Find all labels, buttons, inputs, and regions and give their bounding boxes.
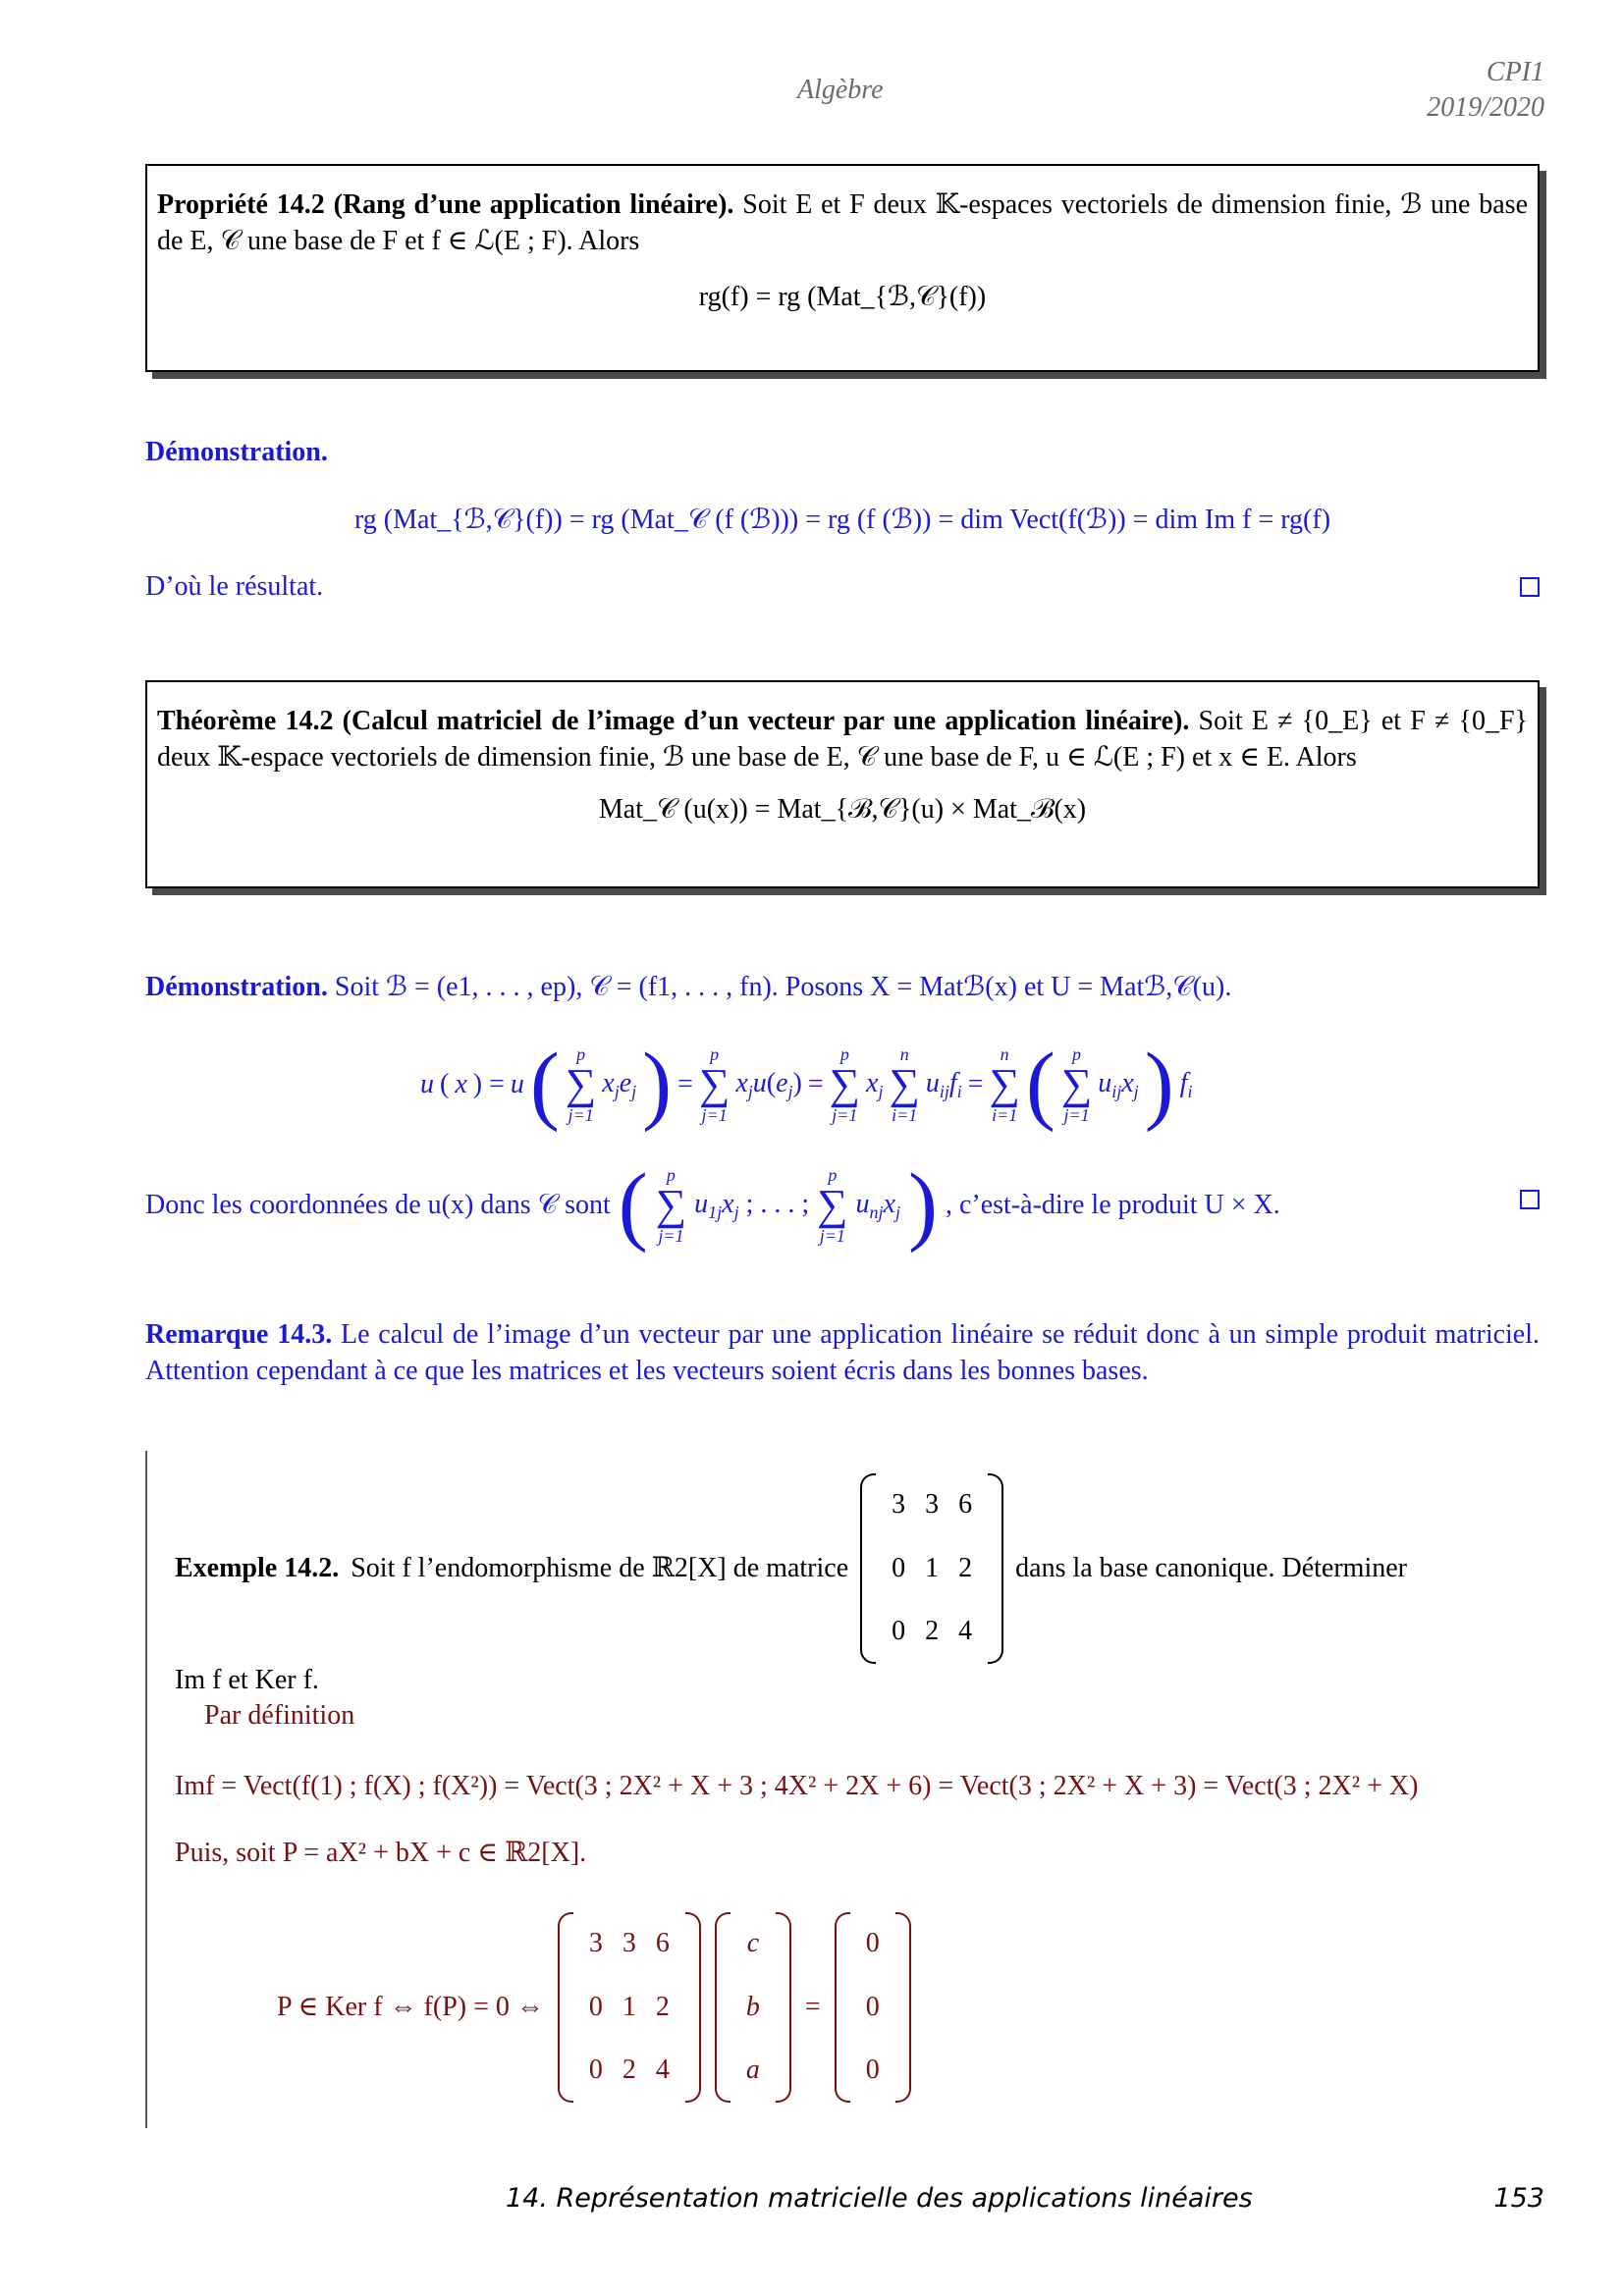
- property-title: Propriété 14.2 (Rang d’une application linéaire).: [157, 189, 734, 220]
- property-formula: rg(f) = rg (Mat_{ℬ,𝒞}(f)): [698, 281, 987, 312]
- example-text-after: dans la base canonique. Déterminer: [1015, 1552, 1407, 1583]
- example-ker-equation: P ∈ Ker f ⇔ f(P) = 0 ⇔ 3 3 6 0 1 2 0 2 4 c b a = 0 0 0: [277, 1899, 911, 2115]
- footer-page-number: 153: [1493, 2183, 1544, 2214]
- theorem-text: Soit E ≠ {0_E} et F ≠ {0_F} deux 𝕂-espace vectoriels de dimension finie, ℬ une base de E, 𝒞 une base de F, u ∈ ℒ(E ; F) et x ∈ E. Alors: [157, 706, 1528, 773]
- property-box: [145, 164, 1540, 372]
- example-statement: [175, 1461, 1407, 1677]
- qed-square: [1520, 577, 1540, 597]
- demo2-coords-suffix: , c’est-à-dire le produit U × X.: [945, 1189, 1280, 1220]
- theorem-formula: Mat_𝒞 (u(x)) = Mat_{ℬ,𝒞}(u) × Mat_ℬ(x): [598, 793, 1087, 825]
- example-zero-vector: 0 0 0: [835, 1912, 911, 2104]
- demo2-intro: Soit ℬ = (e1, . . . , ep), 𝒞 = (f1, . . . , fn). Posons X = Matℬ(x) et U = Matℬ,𝒞(u).: [334, 972, 1232, 1002]
- header-right: [1427, 55, 1544, 127]
- example-matrix: 3 3 6 0 1 2 0 2 4: [860, 1473, 1003, 1665]
- footer-chapter: 14. Représentation matricielle des applications linéaires: [506, 2183, 1253, 2214]
- remark-title: Remarque 14.3.: [145, 1319, 333, 1350]
- property-text: Soit E et F deux 𝕂-espaces vectoriels de dimension finie, ℬ une base de E, 𝒞 une base de F et f ∈ ℒ(E ; F). Alors: [157, 189, 1528, 256]
- demo1-title: Démonstration.: [145, 437, 328, 467]
- example-text-end: Im f et Ker f.: [175, 1665, 319, 1695]
- example-imf-line: Imf = Vect(f(1) ; f(X) ; f(X²)) = Vect(3 ; 2X² + X + 3 ; 4X² + 2X + 6) = Vect(3 ; 2X² + X + 3) = Vect(3 ; 2X² + X): [175, 1771, 1419, 1801]
- example-left-bar: [145, 1451, 147, 2128]
- remark-block: [145, 1317, 1540, 1390]
- theorem-title: Théorème 14.2 (Calcul matriciel de l’image d’un vecteur par une application linéaire).: [157, 706, 1190, 736]
- header-center: Algèbre: [797, 75, 884, 105]
- demo2-coords-prefix: Donc les coordonnées de u(x) dans 𝒞 sont: [145, 1189, 611, 1220]
- demo1-formula: rg (Mat_{ℬ,𝒞}(f)) = rg (Mat_𝒞 (f (ℬ))) = rg (f (ℬ)) = dim Vect(f(ℬ)) = dim Im f = rg(f): [353, 505, 1331, 535]
- demo2-coords-line: Donc les coordonnées de u(x) dans 𝒞 sont ( p ∑ j=1 $u_{1j}x_j$ ; . . . ; p ∑ j=1 $u_{nj}x_j$ ) , c’est-à-dire le produit U × X.: [145, 1156, 1280, 1254]
- example-vector: c b a: [715, 1912, 791, 2104]
- qed-square: [1520, 1190, 1540, 1209]
- header-course: CPI1: [1486, 57, 1544, 87]
- theorem-box: [145, 680, 1540, 888]
- example-by-definition: Par définition: [204, 1700, 355, 1731]
- demo2-sum-formula: u ( x ) = u ( p ∑ j=1 $x_je_j$ ) = p ∑ j=1 $x_ju(e_j)$ = p ∑ j=1 $x_j$ n ∑ i=1 $u_{ij}f_i$ = n ∑ i=1 ( p ∑ j=1 $u_{ij}x_j$ ) $f_i$: [420, 1036, 1193, 1133]
- demo2-title: Démonstration.: [145, 972, 328, 1002]
- example-title: Exemple 14.2.: [175, 1552, 340, 1583]
- example-puis-line: Puis, soit P = aX² + bX + c ∈ ℝ2[X].: [175, 1838, 587, 1868]
- example-ker-matrix: 3 3 6 0 1 2 0 2 4: [558, 1912, 701, 2104]
- header-year: 2019/2020: [1427, 92, 1544, 124]
- example-ker-lhs: P ∈ Ker f ⇔ f(P) = 0 ⇔: [277, 1991, 544, 2022]
- demo2-intro-line: [145, 970, 1231, 1006]
- example-text-before: Soit f l’endomorphisme de ℝ2[X] de matrice: [351, 1552, 849, 1583]
- remark-text: Le calcul de l’image d’un vecteur par une application linéaire se réduit donc à un simple produit matriciel. Attention cependant à ce que les matrices et les vecteurs soient écris dans les bonnes bases.: [145, 1319, 1541, 1386]
- demo1-conclusion: D’où le résultat.: [145, 571, 324, 602]
